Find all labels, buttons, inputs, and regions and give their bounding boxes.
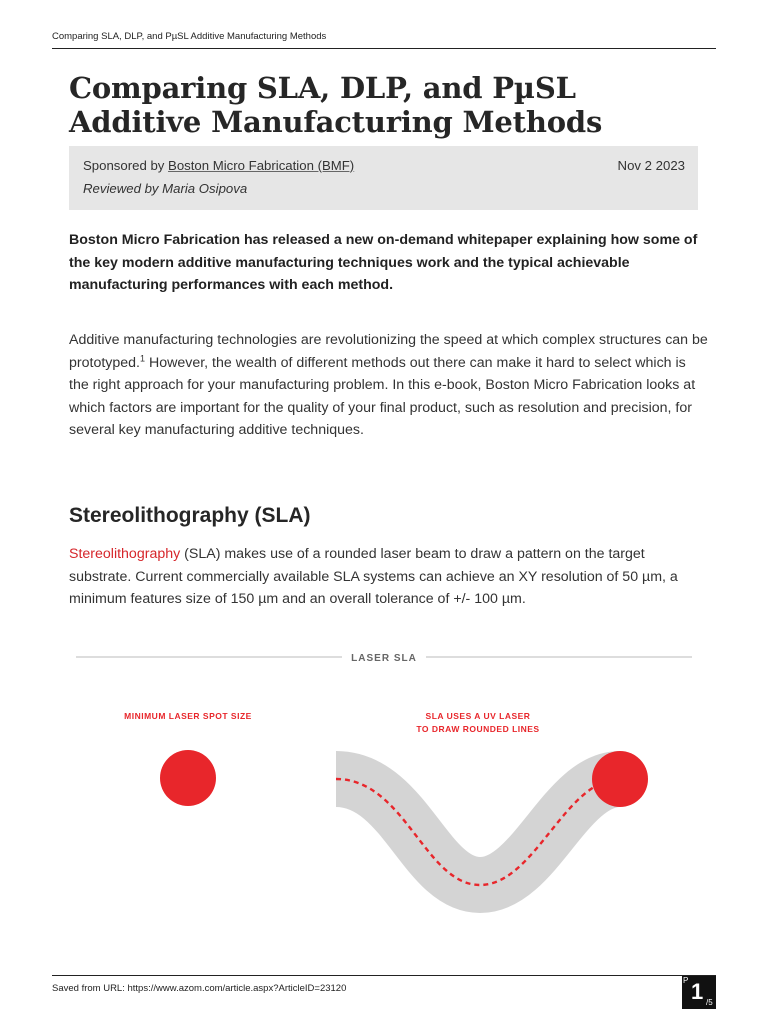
sla-paragraph-text: (SLA) makes use of a rounded laser beam to draw a pattern on the target substrate. Current commercially available SLA systems can achieve an XY resolution of 50 µm, a minimum features size of 150 µm and an overall tolerance of +/- 100 µm. (69, 546, 678, 608)
sponsor-line (83, 158, 354, 181)
footnote-reference[interactable]: 1 (140, 352, 146, 363)
article-title: Comparing SLA, DLP, and PµSL Additive Manufacturing Methods (69, 71, 603, 139)
footer-divider (52, 975, 716, 976)
page-letter: P (683, 976, 689, 985)
article-meta-box (69, 146, 698, 210)
intro-text-end: However, the wealth of different methods out there can make it hard to select which is the right approach for your manufacturing problem. In this e-book, Boston Micro Fabrication looks at which factors are important for the quality of your final product, such as resolution and precision, for several key manufacturing additive techniques. (69, 354, 696, 439)
laser-sla-figure (70, 640, 698, 930)
publish-date: Nov 2 2023 (617, 158, 685, 173)
uv-laser-label-line2: TO DRAW ROUNDED LINES (416, 724, 540, 734)
reviewer-line: Reviewed by Maria Osipova (83, 181, 248, 196)
figure-title: LASER SLA (351, 653, 417, 664)
intro-text-start: Additive manufacturing technologies are revolutionizing the speed at which complex structures can be prototyped. (69, 332, 708, 371)
header-divider (52, 48, 716, 49)
uv-laser-label-line1: SLA USES A UV LASER (425, 711, 531, 721)
sla-paragraph (69, 543, 709, 611)
intro-paragraph (69, 329, 709, 442)
page-number: 1 (691, 979, 704, 1004)
laser-spot-circle (160, 750, 216, 806)
stereolithography-link[interactable]: Stereolithography (69, 546, 181, 562)
sponsor-link[interactable]: Boston Micro Fabrication (BMF) (168, 158, 355, 173)
section-heading-sla: Stereolithography (SLA) (69, 504, 311, 527)
minimum-spot-label: MINIMUM LASER SPOT SIZE (124, 711, 252, 721)
saved-from-url: Saved from URL: https://www.azom.com/article.aspx?ArticleID=23120 (52, 983, 347, 994)
sponsor-prefix: Sponsored by (83, 158, 169, 173)
page-total: /5 (706, 998, 713, 1007)
laser-head-circle (592, 751, 648, 807)
lead-paragraph: Boston Micro Fabrication has released a new on-demand whitepaper explaining how some of the key modern additive manufacturing techniques work and the typical achievable manufacturing performances with each method. (69, 232, 698, 294)
page-indicator (682, 976, 716, 1009)
running-header-title: Comparing SLA, DLP, and PµSL Additive Manufacturing Methods (52, 31, 327, 42)
